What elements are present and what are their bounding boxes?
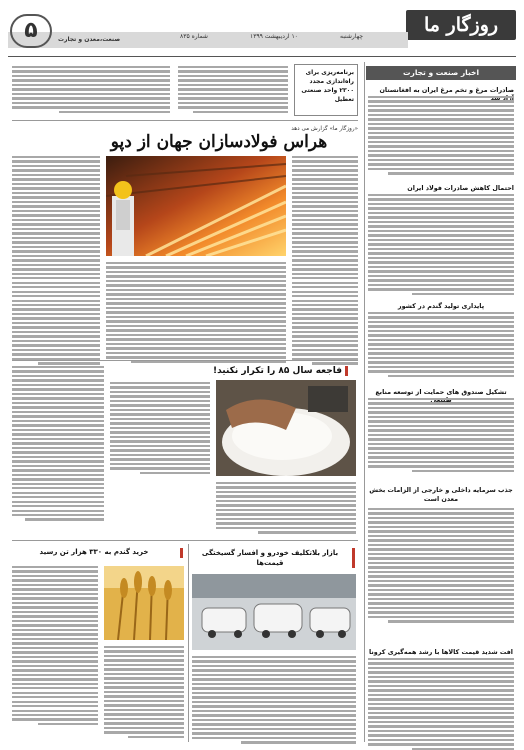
top-left-text	[12, 66, 170, 113]
page-number: ۵	[10, 14, 52, 48]
auto-headline: بازار بلاتکلیف خودرو و افسار گسیختگی قیمت‌ها	[201, 549, 339, 567]
header-rule	[8, 56, 516, 57]
weekday: چهارشنبه	[340, 33, 364, 40]
lead-text-col-1	[292, 156, 358, 365]
lead-rule	[12, 120, 358, 121]
sidebar-text-1	[368, 96, 514, 175]
car-factory-photo	[192, 574, 356, 650]
sidebar-text-3	[368, 312, 514, 377]
sidebar-headline-2: احتمال کاهش صادرات فولاد ایران	[407, 184, 514, 192]
sugar-text-col-1	[110, 382, 210, 474]
section-name: صنعت،معدن و تجارت	[58, 36, 121, 43]
sidebar-text-5	[368, 508, 514, 623]
sugar-text-col-2	[12, 366, 104, 521]
steel-mill-photo	[106, 156, 286, 256]
sugar-accent-bar	[345, 366, 348, 376]
issue-number: شماره ۸۳۵	[180, 33, 208, 40]
sidebar-headline-5: جذب سرمایه داخلی و خارجی از الزامات بخش معدن است	[369, 486, 513, 503]
lead-text-col-3	[12, 156, 100, 365]
wheat-headline: خرید گندم به ۳۳۰ هزار تن رسید	[39, 548, 149, 556]
lead-headline: هراس فولادسازان جهان از دپو	[110, 132, 328, 152]
lead-box-text	[178, 66, 288, 113]
sugar-rule	[12, 360, 358, 361]
bottom-column-divider	[188, 544, 189, 742]
sidebar-headline-4: تشکیل صندوق های حمایت از توسعه منابع	[375, 388, 507, 396]
sidebar-text-2	[368, 194, 514, 295]
sidebar-headline-1: صادرات مرغ و تخم مرغ ایران به افغانستان	[379, 86, 514, 94]
wheat-text-col-1	[12, 566, 98, 725]
newspaper-logo: روزگار ما	[406, 10, 516, 40]
lead-box-title: برنامه‌ریزی برای راه‌اندازی مجدد ۲۳۰۰ واحد صنعتی تعطیل	[301, 69, 354, 103]
lead-kicker: «روزگار ما» گزارش می دهد	[291, 126, 358, 132]
lead-box	[294, 64, 358, 116]
auto-text	[192, 656, 356, 744]
sidebar-headline-6: افت شدید قیمت کالاها با رشد همه‌گیری کرونا	[369, 648, 513, 656]
lead-text-col-2	[106, 262, 286, 363]
issue-date: ۱۰ اردیبهشت ۱۳۹۹	[250, 33, 298, 40]
sidebar-text-4	[368, 398, 514, 472]
sidebar-text-6	[368, 658, 514, 750]
wheat-accent-bar	[180, 548, 183, 558]
wheat-photo	[104, 566, 184, 640]
wheat-text-col-2	[104, 646, 184, 738]
sugar-photo	[216, 380, 356, 476]
sugar-text-col-3	[216, 482, 356, 534]
bottom-rule	[12, 540, 358, 541]
auto-accent-bar	[352, 548, 355, 568]
sidebar-band: اخبار صنعت و تجارت	[366, 66, 516, 80]
column-divider	[364, 62, 365, 742]
sugar-headline: فاجعه سال ۸۵ را تکرار نکنید!	[212, 366, 342, 376]
sidebar-headline-3: پایداری تولید گندم در کشور	[397, 302, 485, 310]
